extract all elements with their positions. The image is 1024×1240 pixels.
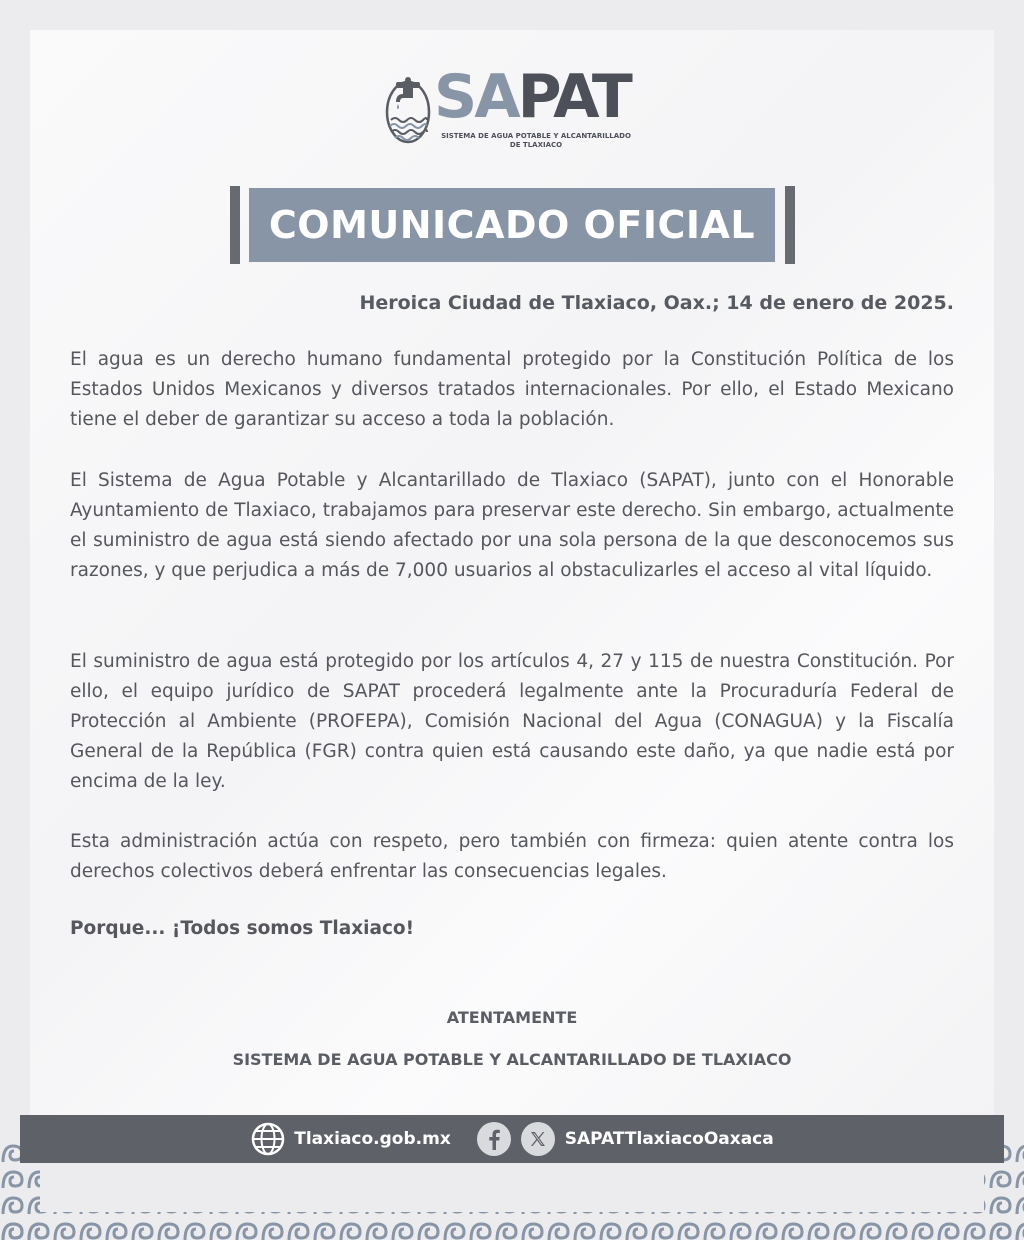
title-left-bar: [230, 186, 240, 264]
paragraph-3: El suministro de agua está protegido por los artículos 4, 27 y 115 de nuestra Constitución. Por ello, el equipo jurídico de SAPAT procederá legalmente ante la Procuraduría Federal de Protección al Ambiente (PROFEPA), Comisión Nacional del Agua (CONAGUA) y la Fiscalía General de la República (FGR) contra quien está causando este daño, ya que nadie está por encima de la ley.: [70, 651, 954, 792]
title-right-bar: [785, 186, 795, 264]
paragraph-2: El Sistema de Agua Potable y Alcantarillado de Tlaxiaco (SAPAT), junto con el Honorable Ayuntamiento de Tlaxiaco, trabajamos para preservar este derecho. Sin embargo, actualmente el suministro de agua está siendo afectado por una sola persona de la que desconocemos sus razones, y que perjudica a más de 7,000 usuarios al obstaculizarles el acceso al vital líquido.: [70, 470, 954, 581]
faucet-emblem-icon: [384, 72, 432, 144]
footer-bar: [20, 1115, 1004, 1163]
page-title: COMUNICADO OFICIAL: [268, 203, 756, 247]
signature-organization: SISTEMA DE AGUA POTABLE Y ALCANTARILLADO DE TLAXIACO: [232, 1050, 792, 1069]
paragraph-4: Esta administración actúa con respeto, pero también con firmeza: quien atente contra los derechos colectivos deberá enfrentar las consecuencias legales.: [70, 831, 954, 882]
sapat-logo: [384, 62, 644, 156]
facebook-icon[interactable]: [477, 1122, 511, 1156]
logo-subtitle: SISTEMA DE AGUA POTABLE Y ALCANTARILLADO DE TLAXIACO: [441, 132, 631, 149]
x-icon[interactable]: [521, 1122, 555, 1156]
closing-slogan: Porque... ¡Todos somos Tlaxiaco!: [70, 918, 415, 939]
title-banner: [249, 188, 775, 262]
footer-website-link[interactable]: Tlaxiaco.gob.mx: [294, 1129, 451, 1149]
dateline: Heroica Ciudad de Tlaxiaco, Oax.; 14 de enero de 2025.: [359, 292, 954, 314]
logo-wordmark: SAPAT: [434, 62, 630, 132]
footer-social-handle[interactable]: SAPATTlaxiacoOaxaca: [564, 1129, 774, 1149]
globe-icon: [250, 1121, 286, 1157]
signature-salutation: ATENTAMENTE: [446, 1008, 578, 1027]
paragraph-1: El agua es un derecho humano fundamental protegido por la Constitución Política de los Estados Unidos Mexicanos y diversos tratados internacionales. Por ello, el Estado Mexicano tiene el deber de garantizar su acceso a toda la población.: [70, 349, 954, 430]
